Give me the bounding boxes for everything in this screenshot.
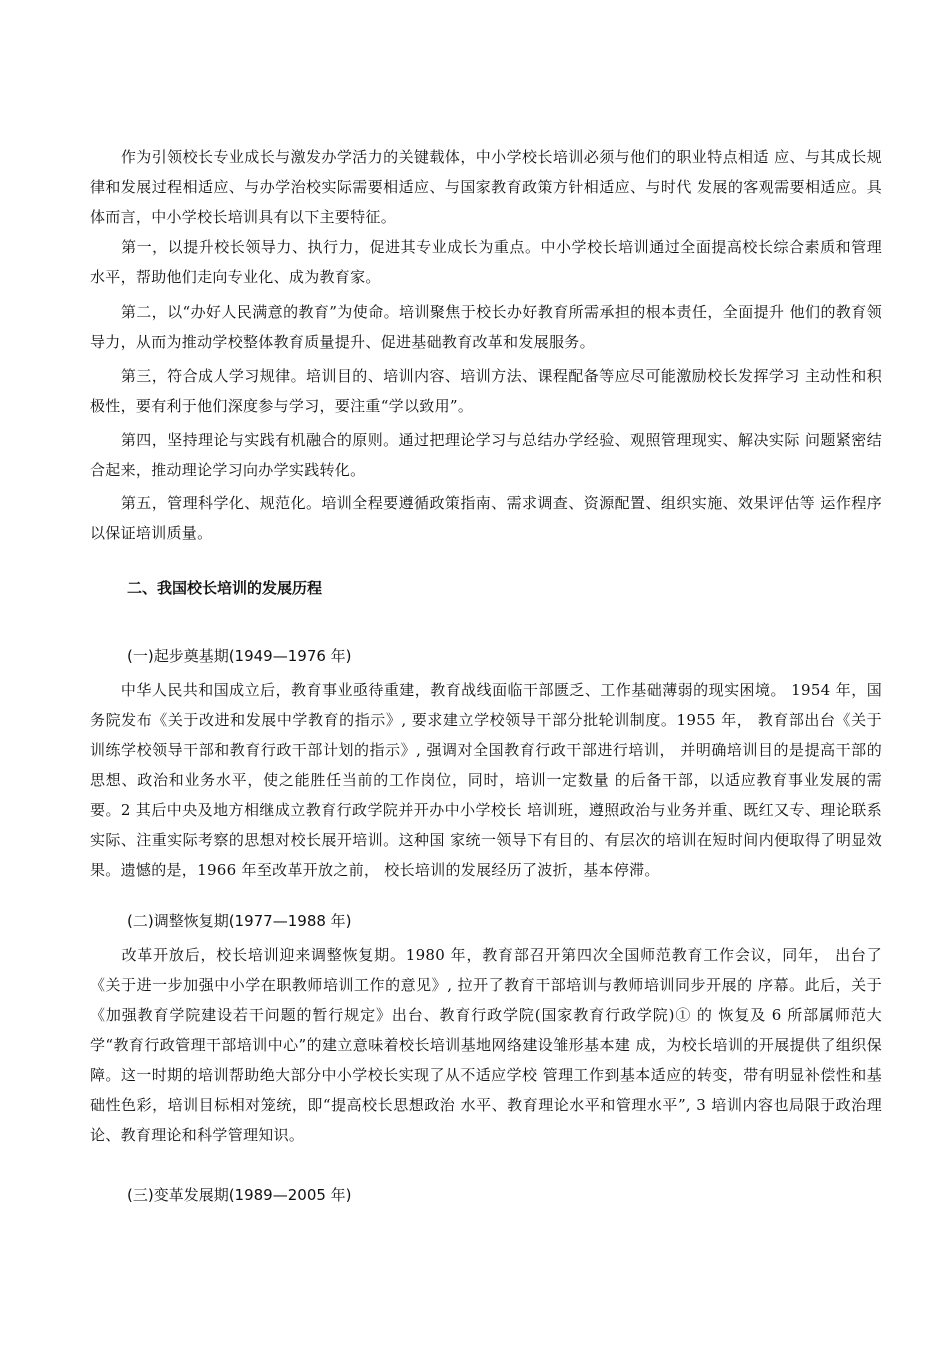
intro-paragraph-1: 作为引领校长专业成长与激发办学活力的关键载体，中小学校长培训必须与他们的职业特点相适 应、与其成长规律和发展过程相适应、与办学治校实际需要相适应、与国家教育政策方针相适应、与时代 发展的客观需要相适应。具体而言，中小学校长培训具有以下主要特征。 <box>90 148 882 226</box>
period-2-title: (二)调整恢复期(1977—1988 年) <box>127 912 352 930</box>
period-1-text: 中华人民共和国成立后，教育事业亟待重建，教育战线面临干部匮乏、工作基础薄弱的现实困境。 1954 年，国务院发布《关于改进和发展中学教育的指示》, 要求建立学校领导干部分批轮训制度。1955 年， 教育部出台《关于训练学校领导干部和教育行政干部计划的指示》, 强调对全国教育行政干部进行培训， 并明确培训目的是提高干部的思想、政治和业务水平，使之能胜任当前的工作岗位，同时，培训一定数量 的后备干部，以适应教育事业发展的需要。2 其后中央及地方相继成立教育行政学院并开办中小学校长 培训班，遵照政治与业务并重、既红又专、理论联系实际、注重实际考察的思想对校长展开培训。这种国 家统一领导下有目的、有层次的培训在短时间内便取得了明显效果。遗憾的是，1966 年至改革开放之前， 校长培训的发展经历了波折，基本停滞。 <box>90 681 882 879</box>
section-heading: 二、我国校长培训的发展历程 <box>127 579 323 597</box>
period-1-title: (一)起步奠基期(1949—1976 年) <box>127 647 352 665</box>
intro-paragraph-3: 第二，以“办好人民满意的教育”为使命。培训聚焦于校长办好教育所需承担的根本责任，全面提升 他们的教育领导力，从而为推动学校整体教育质量提升、促进基础教育改革和发展服务。 <box>90 303 882 351</box>
intro-paragraph-4: 第三，符合成人学习规律。培训目的、培训内容、培训方法、课程配备等应尽可能激励校长发挥学习 主动性和积极性，要有利于他们深度参与学习，要注重“学以致用”。 <box>90 367 882 415</box>
intro-paragraph-2: 第一，以提升校长领导力、执行力，促进其专业成长为重点。中小学校长培训通过全面提高校长综合素质和管理水平，帮助他们走向专业化、成为教育家。 <box>90 238 882 286</box>
period-2-text: 改革开放后，校长培训迎来调整恢复期。1980 年，教育部召开第四次全国师范教育工作会议，同年， 出台了《关于进一步加强中小学在职教师培训工作的意见》, 拉开了教育干部培训与教师培训同步开展的 序幕。此后，关于《加强教育学院建设若干问题的暂行规定》出台、教育行政学院(国家教育行政学院)① 的 恢复及 6 所部属师范大学“教育行政管理干部培训中心”的建立意味着校长培训基地网络建设雏形基本建 成，为校长培训的开展提供了组织保障。这一时期的培训帮助绝大部分中小学校长实现了从不适应学校 管理工作到基本适应的转变，带有明显补偿性和基础性色彩，培训目标相对笼统，即“提高校长思想政治 水平、教育理论水平和管理水平”, 3 培训内容也局限于政治理论、教育理论和科学管理知识。 <box>90 946 882 1144</box>
period-3-title: (三)变革发展期(1989—2005 年) <box>127 1186 352 1204</box>
intro-paragraph-6: 第五，管理科学化、规范化。培训全程要遵循政策指南、需求调查、资源配置、组织实施、效果评估等 运作程序以保证培训质量。 <box>90 494 882 542</box>
intro-paragraph-5: 第四，坚持理论与实践有机融合的原则。通过把理论学习与总结办学经验、观照管理现实、解决实际 问题紧密结合起来，推动理论学习向办学实践转化。 <box>90 431 882 479</box>
